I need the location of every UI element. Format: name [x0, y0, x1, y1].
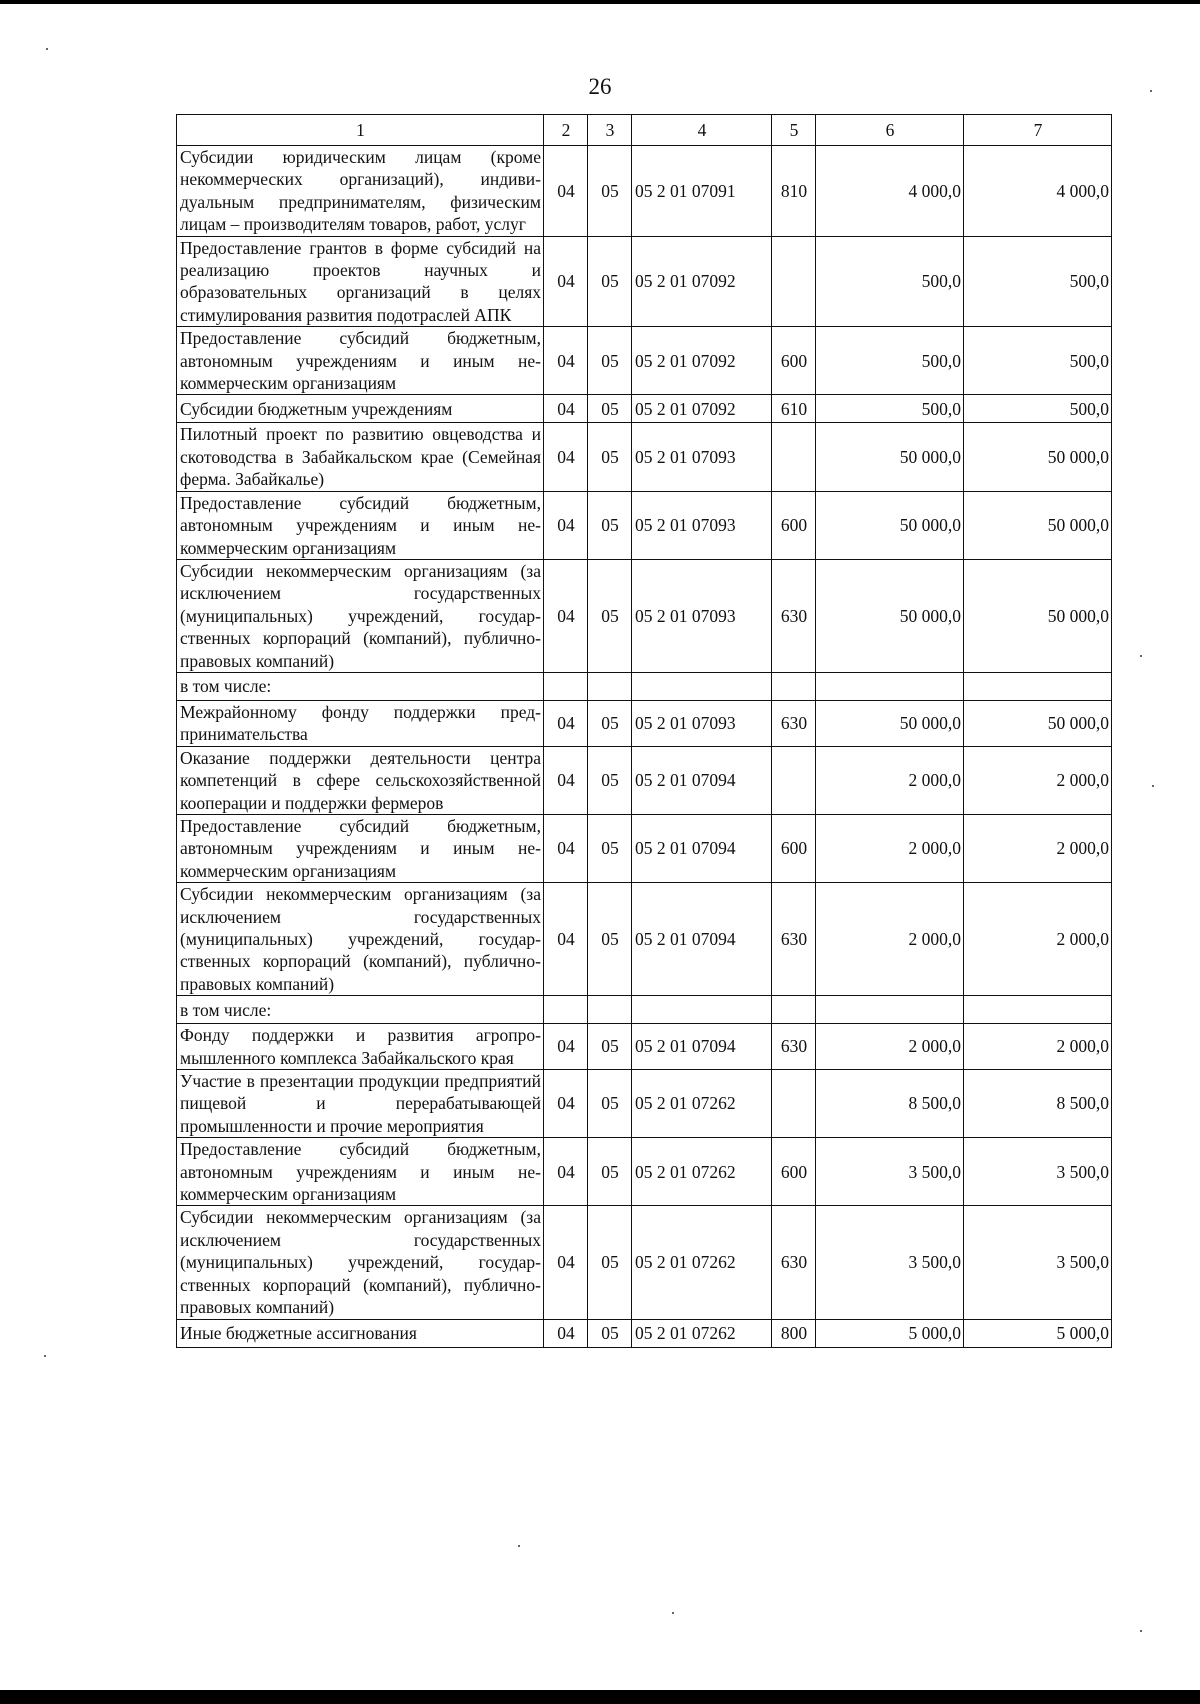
row-target-code: 05 2 01 07094	[632, 1024, 772, 1070]
table-row	[177, 672, 1112, 700]
row-subsection: 05	[588, 814, 632, 882]
row-name: Субсидии некоммерческим организациям (за исключением государственных (муниципальных) учреждений, государственных корпораций (компаний), публично-правовых компаний)	[177, 883, 544, 996]
row-amount-7: 3 500,0	[964, 1138, 1112, 1206]
row-target-code: 05 2 01 07094	[632, 814, 772, 882]
row-name: Субсидии бюджетным учреждениям	[177, 395, 544, 423]
row-subsection: 05	[588, 423, 632, 491]
row-target-code: 05 2 01 07092	[632, 395, 772, 423]
table-row	[177, 746, 1112, 814]
row-subsection: 05	[588, 1206, 632, 1319]
row-amount-6	[816, 672, 964, 700]
row-name: Пилотный проект по развитию овцеводства и скотоводства в Забайкальском крае (Семейная ферма. Забайкалье)	[177, 423, 544, 491]
row-name: Межрайонному фонду поддержки предпринимательства	[177, 700, 544, 746]
row-amount-7: 2 000,0	[964, 883, 1112, 996]
scan-speck	[1152, 785, 1154, 787]
row-target-code: 05 2 01 07093	[632, 423, 772, 491]
row-target-code	[632, 996, 772, 1024]
row-name: Предоставление субсидий бюджетным, автономным учреждениям и иным некоммерческим организациям	[177, 327, 544, 395]
row-subsection: 05	[588, 146, 632, 237]
row-target-code: 05 2 01 07092	[632, 327, 772, 395]
row-section: 04	[544, 883, 588, 996]
row-expense-type: 610	[772, 395, 816, 423]
row-expense-type	[772, 423, 816, 491]
row-target-code: 05 2 01 07262	[632, 1319, 772, 1347]
row-amount-7: 500,0	[964, 395, 1112, 423]
row-section: 04	[544, 491, 588, 559]
row-section: 04	[544, 146, 588, 237]
table-row	[177, 700, 1112, 746]
scan-speck	[1140, 1630, 1142, 1632]
row-section: 04	[544, 746, 588, 814]
row-section: 04	[544, 1070, 588, 1138]
row-amount-7: 50 000,0	[964, 700, 1112, 746]
row-subsection: 05	[588, 1319, 632, 1347]
row-amount-7: 2 000,0	[964, 1024, 1112, 1070]
row-name: Предоставление грантов в форме субсидий на реализацию проектов научных и образовательных организаций в целях стимулирования развития подотраслей АПК	[177, 236, 544, 327]
row-name: Субсидии некоммерческим организациям (за исключением государственных (муниципальных) учреждений, государственных корпораций (компаний), публично-правовых компаний)	[177, 1206, 544, 1319]
row-expense-type: 600	[772, 491, 816, 559]
row-expense-type: 810	[772, 146, 816, 237]
scan-speck	[1140, 655, 1142, 657]
row-amount-6: 500,0	[816, 327, 964, 395]
row-name: в том числе:	[177, 996, 544, 1024]
row-expense-type	[772, 996, 816, 1024]
row-name: Субсидии некоммерческим организациям (за исключением государственных (муниципальных) учреждений, государственных корпораций (компаний), публично-правовых компаний)	[177, 559, 544, 672]
table-row	[177, 559, 1112, 672]
row-target-code: 05 2 01 07094	[632, 883, 772, 996]
row-name: Предоставление субсидий бюджетным, автономным учреждениям и иным некоммерческим организациям	[177, 814, 544, 882]
row-amount-7: 500,0	[964, 327, 1112, 395]
row-amount-7: 50 000,0	[964, 423, 1112, 491]
table-row	[177, 491, 1112, 559]
row-amount-7: 4 000,0	[964, 146, 1112, 237]
scan-speck	[44, 1355, 46, 1357]
row-section: 04	[544, 395, 588, 423]
row-amount-6: 50 000,0	[816, 559, 964, 672]
row-expense-type	[772, 746, 816, 814]
table-row	[177, 1024, 1112, 1070]
row-name: Фонду поддержки и развития агропромышленного комплекса Забайкальского края	[177, 1024, 544, 1070]
budget-table	[176, 114, 1112, 1348]
table-row	[177, 1206, 1112, 1319]
scan-speck	[46, 48, 48, 50]
table-row	[177, 146, 1112, 237]
row-target-code: 05 2 01 07093	[632, 559, 772, 672]
header-col-3: 3	[588, 115, 632, 146]
row-target-code	[632, 672, 772, 700]
header-col-6: 6	[816, 115, 964, 146]
row-name: Иные бюджетные ассигнования	[177, 1319, 544, 1347]
row-section: 04	[544, 236, 588, 327]
table-row	[177, 883, 1112, 996]
row-name: в том числе:	[177, 672, 544, 700]
row-subsection: 05	[588, 395, 632, 423]
row-section: 04	[544, 423, 588, 491]
row-amount-7	[964, 672, 1112, 700]
table-row	[177, 395, 1112, 423]
table-row	[177, 814, 1112, 882]
row-subsection	[588, 672, 632, 700]
row-subsection: 05	[588, 327, 632, 395]
row-target-code: 05 2 01 07091	[632, 146, 772, 237]
row-subsection: 05	[588, 700, 632, 746]
row-amount-6: 50 000,0	[816, 491, 964, 559]
row-target-code: 05 2 01 07262	[632, 1138, 772, 1206]
table-row	[177, 1138, 1112, 1206]
row-expense-type: 630	[772, 559, 816, 672]
row-subsection: 05	[588, 559, 632, 672]
row-subsection: 05	[588, 1070, 632, 1138]
header-row	[177, 115, 1112, 146]
row-section: 04	[544, 1319, 588, 1347]
row-amount-6: 2 000,0	[816, 746, 964, 814]
row-expense-type: 630	[772, 1024, 816, 1070]
table-row	[177, 996, 1112, 1024]
row-subsection: 05	[588, 883, 632, 996]
scan-speck	[672, 1612, 674, 1614]
row-target-code: 05 2 01 07092	[632, 236, 772, 327]
scan-speck	[1150, 90, 1152, 92]
row-amount-6	[816, 996, 964, 1024]
row-section: 04	[544, 814, 588, 882]
header-col-5: 5	[772, 115, 816, 146]
row-amount-7: 2 000,0	[964, 814, 1112, 882]
row-subsection: 05	[588, 1138, 632, 1206]
row-expense-type	[772, 1070, 816, 1138]
table-row	[177, 327, 1112, 395]
row-target-code: 05 2 01 07094	[632, 746, 772, 814]
scan-edge-top	[0, 0, 1200, 4]
row-target-code: 05 2 01 07093	[632, 491, 772, 559]
row-amount-6: 2 000,0	[816, 1024, 964, 1070]
row-subsection	[588, 996, 632, 1024]
row-amount-7: 50 000,0	[964, 559, 1112, 672]
row-expense-type	[772, 672, 816, 700]
table-row	[177, 1070, 1112, 1138]
row-amount-7: 8 500,0	[964, 1070, 1112, 1138]
row-amount-6: 3 500,0	[816, 1206, 964, 1319]
row-amount-6: 3 500,0	[816, 1138, 964, 1206]
row-amount-7: 3 500,0	[964, 1206, 1112, 1319]
header-col-7: 7	[964, 115, 1112, 146]
row-name: Предоставление субсидий бюджетным, автономным учреждениям и иным некоммерческим организациям	[177, 491, 544, 559]
row-name: Оказание поддержки деятельности центра компетенций в сфере сельскохозяйственной кооперации и поддержки фермеров	[177, 746, 544, 814]
header-col-4: 4	[632, 115, 772, 146]
row-amount-7: 500,0	[964, 236, 1112, 327]
scan-speck	[518, 1545, 520, 1547]
row-amount-6: 4 000,0	[816, 146, 964, 237]
row-section: 04	[544, 700, 588, 746]
row-expense-type: 600	[772, 327, 816, 395]
row-subsection: 05	[588, 746, 632, 814]
row-amount-6: 2 000,0	[816, 883, 964, 996]
row-expense-type: 600	[772, 814, 816, 882]
row-expense-type: 630	[772, 1206, 816, 1319]
row-subsection: 05	[588, 1024, 632, 1070]
row-amount-6: 500,0	[816, 236, 964, 327]
row-target-code: 05 2 01 07262	[632, 1070, 772, 1138]
table-row	[177, 1319, 1112, 1347]
row-expense-type: 630	[772, 700, 816, 746]
row-amount-6: 50 000,0	[816, 423, 964, 491]
scan-edge-bottom	[0, 1690, 1200, 1704]
row-name: Предоставление субсидий бюджетным, автономным учреждениям и иным некоммерческим организациям	[177, 1138, 544, 1206]
header-col-2: 2	[544, 115, 588, 146]
row-subsection: 05	[588, 491, 632, 559]
row-amount-6: 500,0	[816, 395, 964, 423]
row-target-code: 05 2 01 07262	[632, 1206, 772, 1319]
table-row	[177, 236, 1112, 327]
row-name: Субсидии юридическим лицам (кроме некоммерческих организаций), индивидуальным предпринимателям, физическим лицам – производителям товаров, работ, услуг	[177, 146, 544, 237]
row-amount-7	[964, 996, 1112, 1024]
row-subsection: 05	[588, 236, 632, 327]
row-amount-6: 5 000,0	[816, 1319, 964, 1347]
row-section: 04	[544, 327, 588, 395]
row-amount-6: 2 000,0	[816, 814, 964, 882]
row-amount-7: 5 000,0	[964, 1319, 1112, 1347]
row-name: Участие в презентации продукции предприятий пищевой и перерабатывающей промышленности и прочие мероприятия	[177, 1070, 544, 1138]
row-expense-type: 800	[772, 1319, 816, 1347]
row-amount-7: 50 000,0	[964, 491, 1112, 559]
row-section	[544, 672, 588, 700]
row-target-code: 05 2 01 07093	[632, 700, 772, 746]
row-expense-type: 630	[772, 883, 816, 996]
row-amount-6: 50 000,0	[816, 700, 964, 746]
row-section: 04	[544, 1138, 588, 1206]
row-section: 04	[544, 1206, 588, 1319]
row-amount-6: 8 500,0	[816, 1070, 964, 1138]
row-amount-7: 2 000,0	[964, 746, 1112, 814]
header-col-1: 1	[177, 115, 544, 146]
row-section	[544, 996, 588, 1024]
row-expense-type: 600	[772, 1138, 816, 1206]
row-section: 04	[544, 559, 588, 672]
table-row	[177, 423, 1112, 491]
row-expense-type	[772, 236, 816, 327]
page-number: 26	[588, 74, 612, 99]
row-section: 04	[544, 1024, 588, 1070]
